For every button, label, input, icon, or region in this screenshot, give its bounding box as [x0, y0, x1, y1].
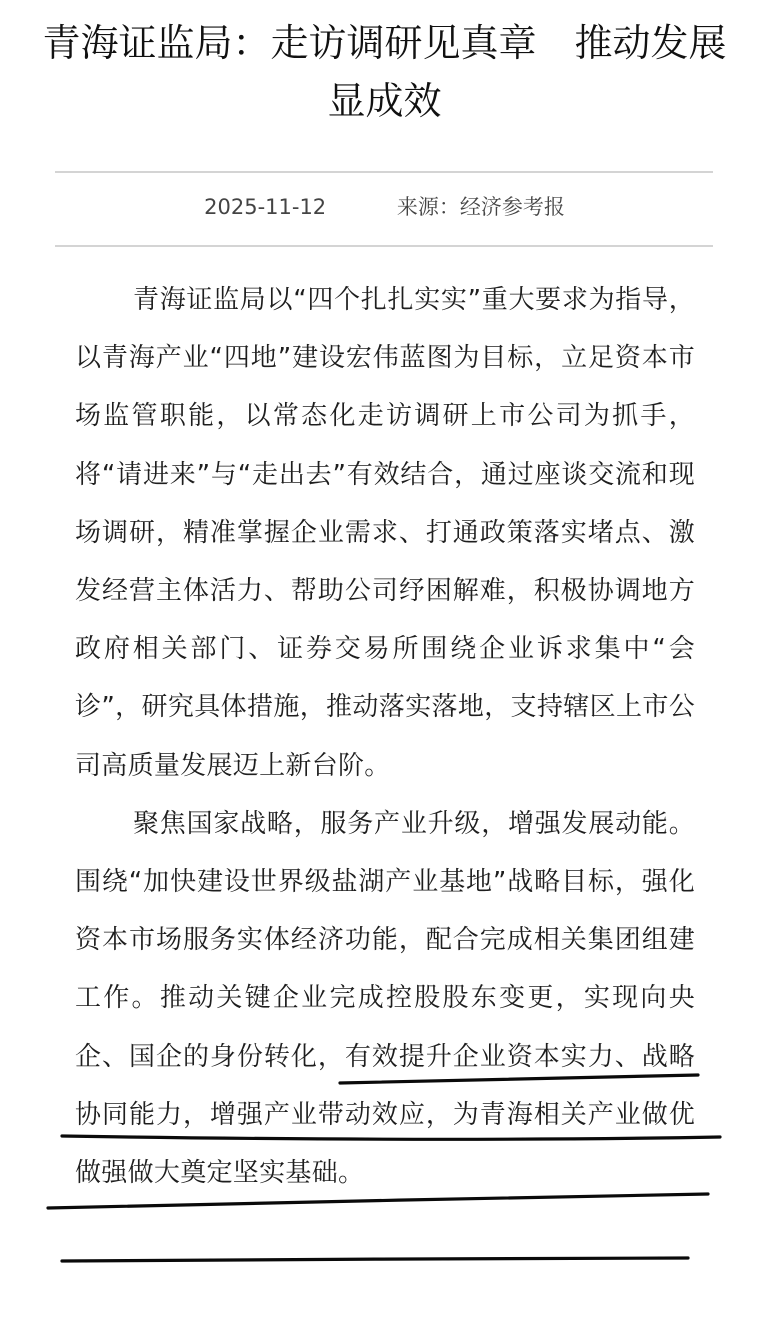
article-body — [75, 271, 695, 1202]
article-title: 青海证监局：走访调研见真章 推动发展显成效 — [42, 21, 727, 123]
article-paragraph-1: 青海证监局以“四个扎扎实实”重大要求为指导，以青海产业“四地”建设宏伟蓝图为目标，立足资本市场监管职能，以常态化走访调研上市公司为抓手，将“请进来”与“走出去”有效结合，通过座谈交流和现场调研，精准掌握企业需求、打通政策落实堵点、激发经营主体活力、帮助公司纾困解难，积极协调地方政府相关部门、证券交易所围绕企业诉求集中“会诊”，研究具体措施，推动落实落地，支持辖区上市公司高质量发展迈上新台阶。 — [75, 285, 695, 781]
publish-date: 2025-11-12 — [204, 195, 327, 219]
article-meta — [0, 190, 769, 224]
article-paragraph-2: 聚焦国家战略，服务产业升级，增强发展动能。围绕“加快建设世界级盐湖产业基地”战略目标，强化资本市场服务实体经济功能，配合完成相关集团组建工作。推动关键企业完成控股股东变更，实现向央企、国企的身份转化，有效提升企业资本实力、战略协同能力，增强产业带动效应，为青海相关产业做优做强做大奠定坚实基础。 — [75, 808, 695, 1189]
header-divider-top — [55, 171, 713, 173]
underline-stroke-4 — [62, 1258, 688, 1261]
header-divider-bottom — [55, 245, 713, 247]
article-source: 来源：经济参考报 — [396, 195, 565, 219]
